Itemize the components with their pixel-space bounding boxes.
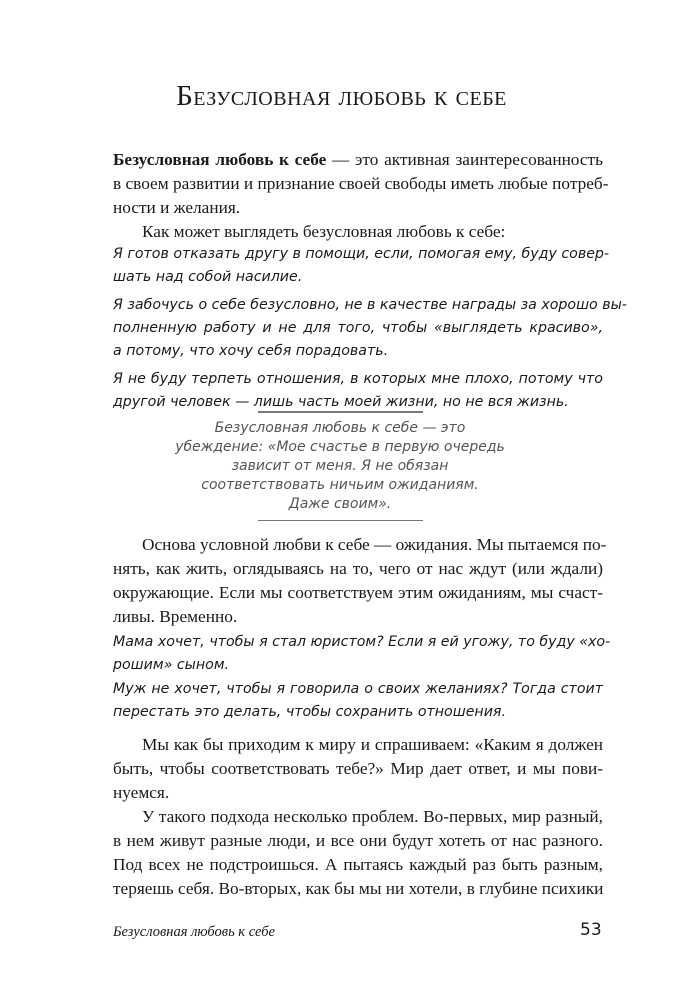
paragraph-intro: Как может выглядеть безусловная любовь к себе: [142,222,506,241]
pull-quote: Безусловная любовь к себе — это убеждение: «Мое счастье в первую очередь зависит от меня. Я не обязан соответствовать ничьим ожиданиям. Даже своим». [190,411,490,521]
examples-list-2 [113,631,611,724]
quote-bottom-rule [258,520,423,522]
example-item: Муж не хочет, чтобы я говорила о своих желаниях? Тогда стоит перестать это делать, чтобы сохранить отношения. [113,681,603,720]
paragraph-definition: Безусловная любовь к себе — это активная заинтересованность в своем развитии и признание своей свободы иметь любые потреб- ности и желания. Как может выглядеть безусловная любовь к себе: [113,148,603,244]
chapter-title: Безусловная любовь к себе [176,80,507,112]
example-item: Мама хочет, чтобы я стал юристом? Если я ей угожу, то буду «хо- рошим» сыном. [113,634,611,673]
quote-top-rule [258,411,423,413]
examples-list-1 [113,243,627,414]
bold-term: Безусловная любовь к себе [113,150,327,169]
example-item: Я готов отказать другу в помощи, если, помогая ему, буду совер- шать над собой насилие. [113,246,610,285]
paragraph-conditional-love: Основа условной любви к себе — ожидания. Мы пытаемся по- нять, как жить, оглядываясь на то, чего от нас ждут (или ждали) окружающие. Если мы соответствуем этим ожиданиям, мы счаст- ливы. Временно. [113,535,607,626]
example-item: Я не буду терпеть отношения, в которых мне плохо, потому что другой человек — лишь часть моей жизни, но не вся жизнь. [113,371,603,410]
running-footer-title: Безусловная любовь к себе [113,924,275,940]
paragraph-world: Мы как бы приходим к миру и спрашиваем: «Каким я должен быть, чтобы соответствовать тебе?» Мир дает ответ, и мы пови- нуемся. У такого подхода несколько проблем. Во-первых, мир разный, в нем живут разные люди, и все они будут хотеть от нас разного. Под всех не подстроишься. А пытаясь каждый раз быть разным, теряешь себя. Во-вторых, как бы мы ни хотели, в глубине психики [113,735,604,898]
example-item: Я забочусь о себе безусловно, не в качестве награды за хорошо вы- полненную работу и не для того, чтобы «выглядеть красиво», а потому, что хочу себя порадовать. [113,297,627,359]
page-number: 53 [580,920,602,940]
